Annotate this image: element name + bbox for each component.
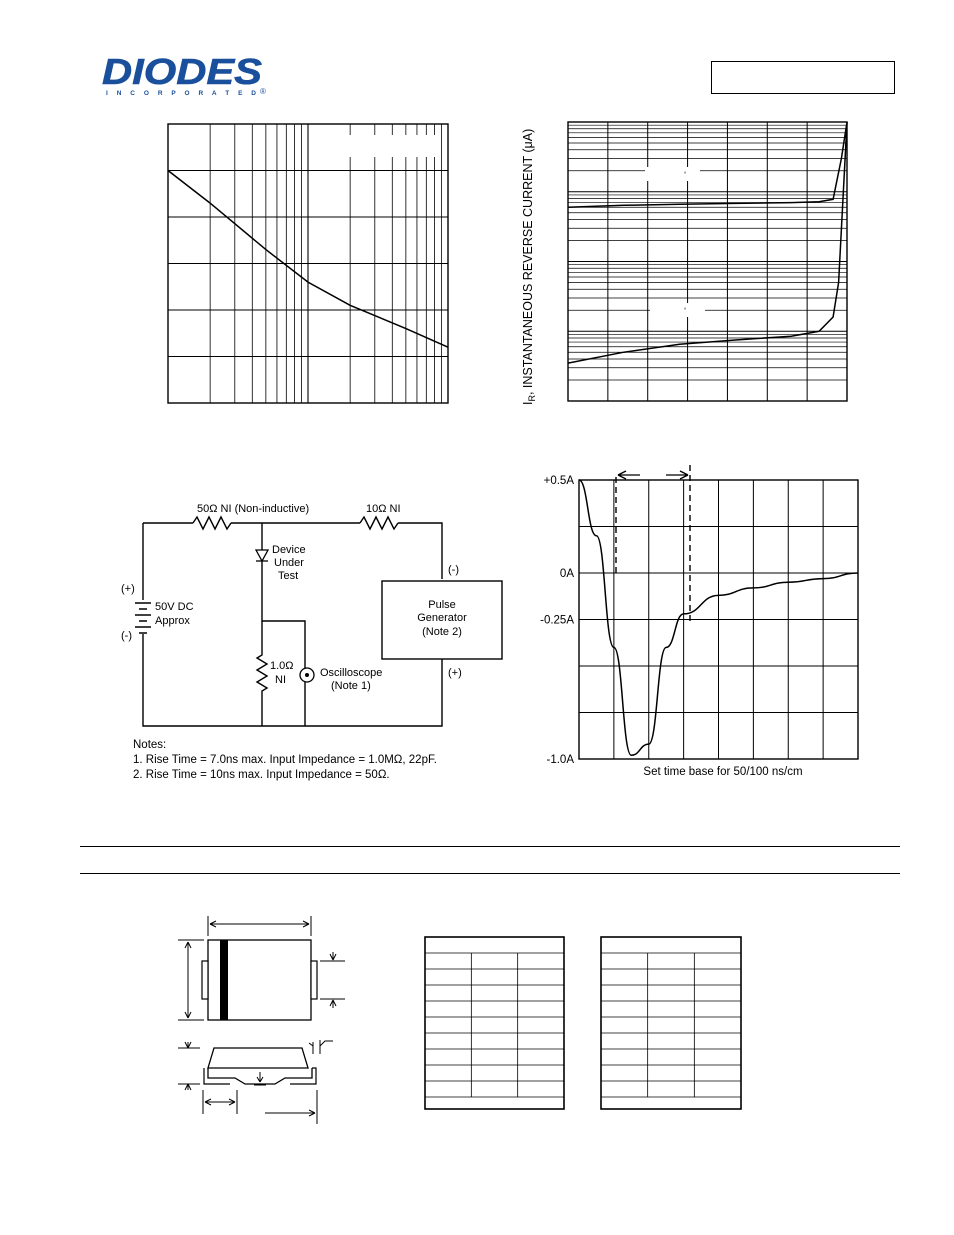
chart2-label-high-box (645, 167, 700, 181)
battery-gap (135, 600, 153, 634)
resistor-1ohm (257, 621, 267, 726)
test-circuit (115, 495, 515, 795)
dim-body-width (208, 916, 311, 936)
dimension-table-b (601, 937, 741, 1109)
battery-minus-label: (-) (121, 630, 132, 642)
table-frame (425, 937, 564, 1109)
notes-title: Notes: (133, 739, 167, 751)
dim-body-height (178, 940, 204, 1020)
section-rule-top (80, 846, 900, 847)
dut-label-2: Under (274, 557, 304, 569)
resistor-1ohm-label-1: 1.0Ω (270, 660, 294, 672)
trr-arrow-right (666, 471, 688, 479)
dim-lead-length (203, 1090, 237, 1114)
resistor-1ohm-label-2: NI (275, 674, 286, 686)
wire-dut-bottom (262, 561, 305, 726)
section-rule-bottom (80, 873, 900, 874)
chart3-grid (579, 480, 858, 759)
chart1-legend-box (345, 135, 435, 157)
chart2-label-low: ° (684, 308, 687, 314)
logo-subtitle: I N C O R P O R A T E D (106, 90, 256, 97)
chart-capacitance (160, 115, 460, 415)
chart3-ytick-label: +0.5A (543, 475, 574, 487)
chart2-label-high: ° (684, 172, 687, 178)
oscilloscope-label-1: Oscilloscope (320, 667, 383, 679)
battery-label-1: 50V DC (155, 601, 194, 613)
part-number-box (711, 61, 895, 94)
pulse-plus-label: (+) (448, 667, 462, 679)
dut-label-3: Test (278, 570, 299, 582)
chart2-ylabel: $I_R$, INSTANTANEOUS REVERSE CURRENT (μA) (521, 128, 537, 405)
table-frame (601, 937, 741, 1109)
oscilloscope-label-2: (Note 1) (331, 680, 371, 692)
chart3-ytick-label: -0.25A (540, 614, 574, 627)
note-2: 2. Rise Time = 10ns max. Input Impedance = 50Ω. (133, 769, 390, 781)
chart2-label-low-box (650, 303, 705, 317)
chart3-ytick-label: 0A (559, 568, 574, 580)
pulse-minus-label: (-) (448, 564, 459, 576)
pulse-generator-label-3: (Note 2) (422, 626, 462, 638)
pulse-generator-label-2: Generator (417, 612, 467, 624)
wire-top-right (398, 523, 442, 579)
oscilloscope-connector-dot (305, 673, 309, 677)
cathode-band (220, 940, 228, 1020)
resistor-10ohm-label: 10Ω NI (366, 503, 401, 515)
pulse-generator-label-1: Pulse (428, 599, 456, 611)
chart3-xlabel: Set time base for 50/100 ns/cm (643, 766, 803, 778)
dimension-tables (420, 935, 750, 1115)
chart1-grid (168, 124, 448, 403)
chart-reverse-current (510, 115, 860, 415)
battery-label-2: Approx (155, 615, 190, 627)
logo-registered: ® (260, 87, 266, 96)
dut-label-1: Device (272, 544, 306, 556)
dim-package-height (178, 1042, 200, 1090)
dim-lead-thickness (309, 1040, 333, 1054)
lead-left (202, 961, 208, 999)
diode-symbol (256, 550, 268, 561)
trr-arrow-left (618, 471, 640, 479)
note-1: 1. Rise Time = 7.0ns max. Input Impedance = 1.0MΩ, 22pF. (133, 754, 437, 766)
logo-text: DIODES (102, 51, 262, 92)
dim-standoff (254, 1072, 266, 1085)
battery-plus-label: (+) (121, 583, 135, 595)
package-body-side (208, 1048, 308, 1068)
package-outline-drawing (170, 908, 360, 1128)
dim-lead-width (320, 952, 345, 1008)
resistor-50ohm-label: 50Ω NI (Non-inductive) (197, 503, 310, 515)
chart2-grid (568, 122, 847, 401)
diodes-logo (100, 50, 275, 100)
resistor-50ohm (193, 517, 231, 529)
resistor-10ohm (360, 517, 398, 529)
chart3-ytick-labels (540, 475, 574, 766)
chart2-series-high (568, 122, 847, 207)
lead-right (311, 961, 317, 999)
chart-reverse-recovery (520, 455, 880, 785)
dimension-table-a (425, 937, 564, 1109)
dim-overall-length (265, 1090, 317, 1124)
chart3-ytick-label: -1.0A (546, 754, 574, 766)
